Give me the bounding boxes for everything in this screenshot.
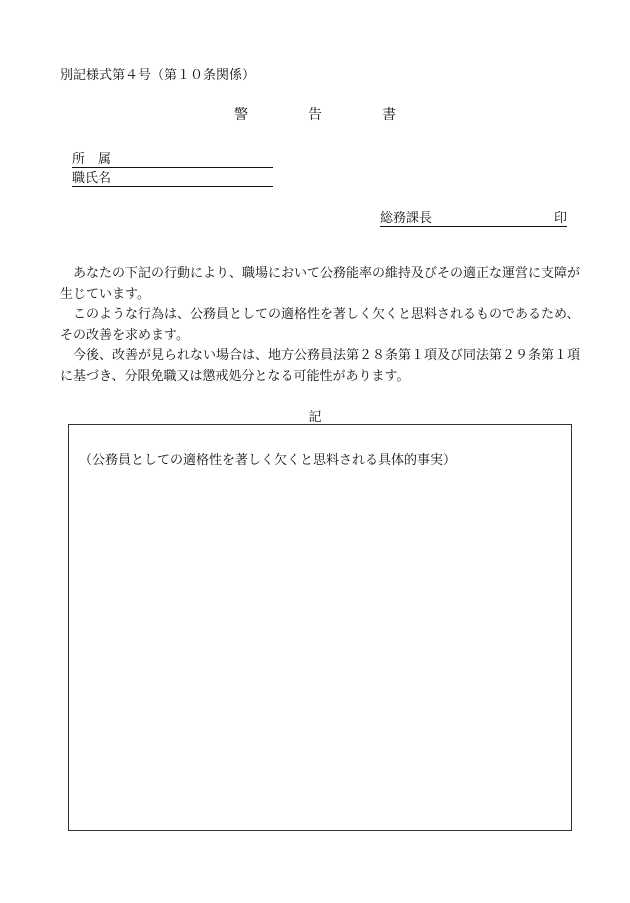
affiliation-field bbox=[72, 148, 273, 168]
body-paragraph-2: このような行為は、公務員としての適格性を著しく欠くと思料されるものであるため、その改善を求めます。 bbox=[60, 307, 580, 343]
document-title: 警 告 書 bbox=[234, 107, 419, 123]
body-paragraph-1: あなたの下記の行動により、職場において公務能率の維持及びその適正な運営に支障が生じています。 bbox=[60, 266, 581, 302]
body-paragraph-3: 今後、改善が見られない場合は、地方公務員法第２８条第１項及び同法第２９条第１項に基づき、分限免職又は懲戒処分となる可能性があります。 bbox=[60, 348, 581, 384]
name-field bbox=[72, 167, 273, 187]
name-blank[interactable] bbox=[118, 172, 273, 187]
warning-body bbox=[60, 264, 580, 387]
affiliation-label: 所 属 bbox=[72, 148, 118, 168]
seal-mark: 印 bbox=[553, 211, 567, 226]
facts-box-label: （公務員としての適格性を著しく欠くと思料される具体的事実） bbox=[79, 453, 457, 468]
facts-box[interactable] bbox=[68, 424, 572, 831]
issuer-title: 総務課長 bbox=[380, 211, 433, 226]
issuer-line bbox=[380, 207, 567, 227]
affiliation-blank[interactable] bbox=[118, 153, 273, 168]
form-identifier: 別記様式第４号（第１０条関係） bbox=[60, 68, 256, 83]
name-label: 職氏名 bbox=[72, 167, 118, 187]
record-heading: 記 bbox=[308, 410, 322, 425]
